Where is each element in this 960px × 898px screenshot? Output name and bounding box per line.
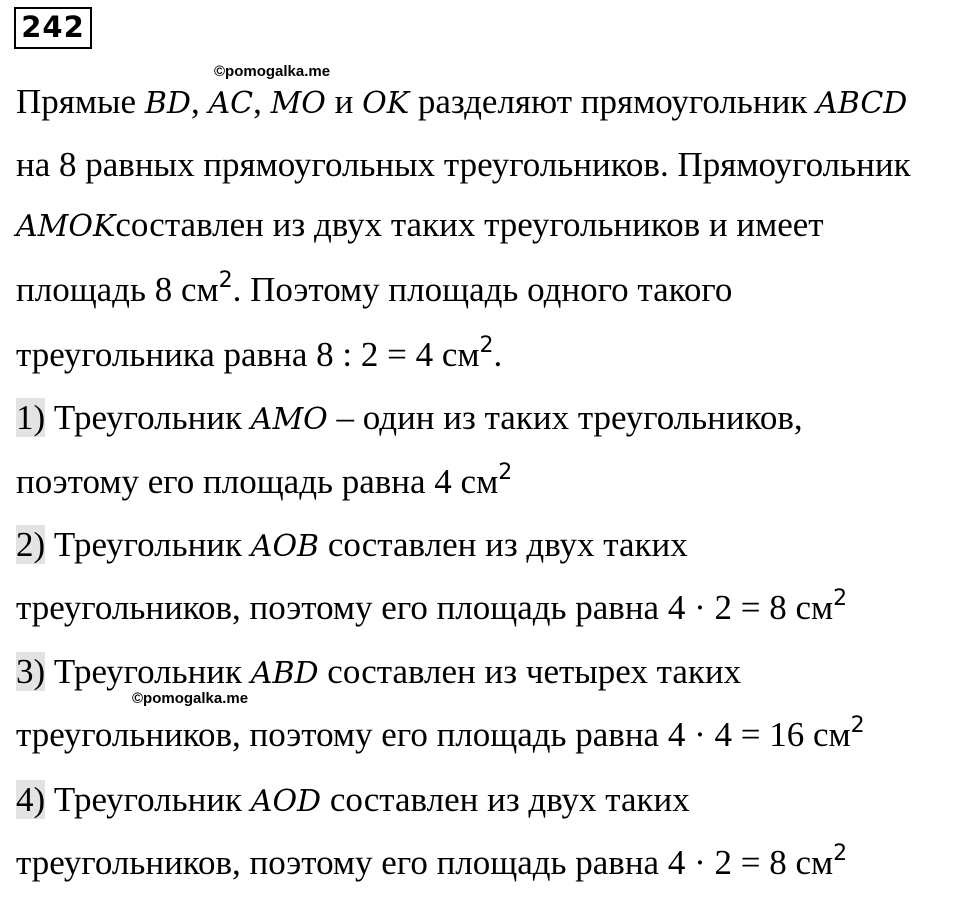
intro-line-5: треугольника равна 8 : 2 = 4 $см^2$. — [16, 333, 503, 374]
item-2-line-2: треугольников, поэтому его площадь равна 4 · 2 = 8 $см^2$ — [16, 586, 848, 627]
item-1-line-2: поэтому его площадь равна 4 $см^2$ — [16, 460, 513, 501]
item-number: 3) — [16, 652, 46, 691]
watermark: ©pomogalka.me — [132, 690, 249, 707]
item-3-line-2: треугольников, поэтому его площадь равна 4 · 4 = 16 $см^2$ — [16, 713, 865, 754]
item-1-line-1: 1) Треугольник AMO – один из таких треугольников, — [16, 398, 803, 437]
item-2-line-1: 2) Треугольник AOB составлен из двух таких — [16, 525, 688, 564]
intro-line-4: площадь 8 $см^2$. Поэтому площадь одного такого — [16, 268, 733, 309]
item-number: 2) — [16, 525, 46, 564]
item-4-line-1: 4) Треугольник AOD составлен из двух таких — [16, 780, 690, 819]
item-3-line-1: 3) Треугольник ABD составлен из четырех таких — [16, 652, 742, 691]
intro-line-2: на 8 равных прямоугольных треугольников. Прямоугольник — [16, 145, 911, 184]
watermark: ©pomogalka.me — [214, 63, 331, 80]
item-number: 1) — [16, 398, 46, 437]
item-4-line-2: треугольников, поэтому его площадь равна 4 · 2 = 8 $см^2$ — [16, 841, 848, 882]
intro-line-3: AMOKсоставлен из двух таких треугольников и имеет — [16, 205, 824, 244]
task-number: 242 — [14, 7, 92, 49]
item-number: 4) — [16, 780, 46, 819]
intro-line-1: Прямые BD, AC, MO и OK разделяют прямоугольник ABCD — [16, 82, 908, 121]
